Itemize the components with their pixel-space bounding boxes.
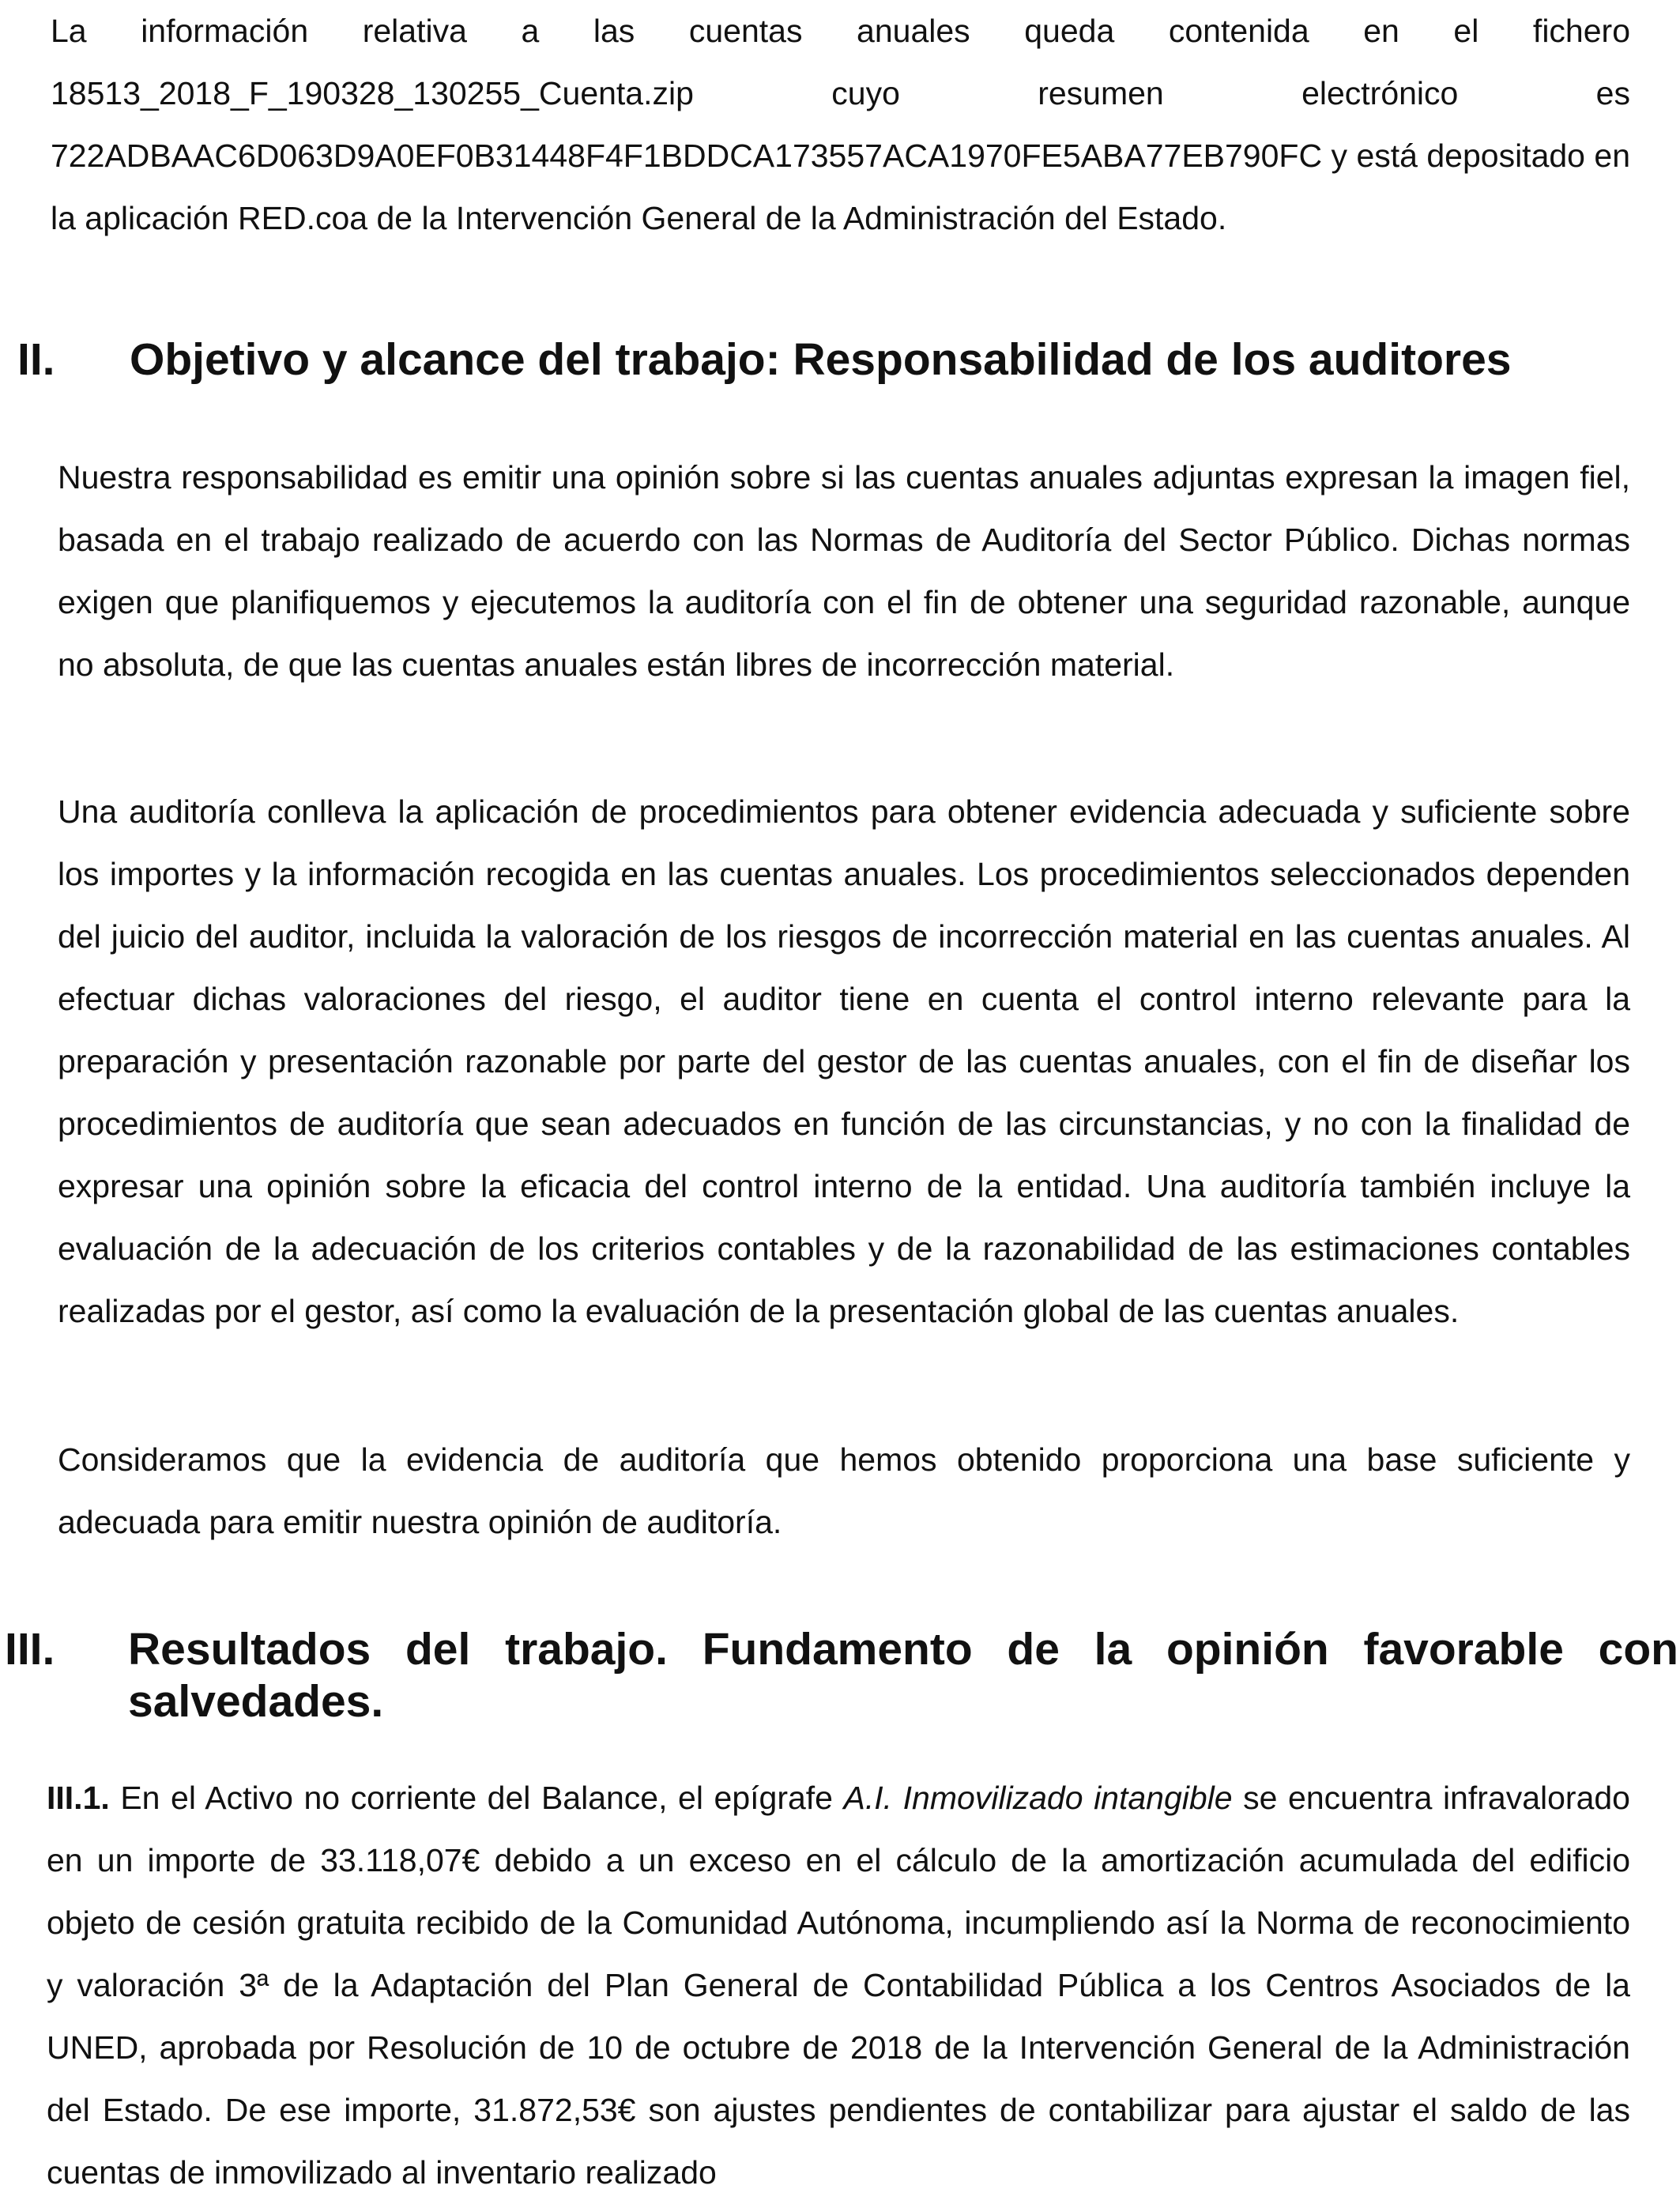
section-3-heading	[5, 1623, 1678, 1727]
intro-text-post: y está depositado en la aplicación RED.coa de la Intervención General de la Administración del Estado.	[51, 138, 1630, 236]
section-3-item-1-italic: A.I. Inmovilizado intangible	[843, 1780, 1233, 1816]
intro-hash: 722ADBAAC6D063D9A0EF0B31448F4F1BDDCA173557ACA1970FE5ABA77EB790FC	[51, 138, 1323, 174]
section-2-paragraph-2: Una auditoría conlleva la aplicación de procedimientos para obtener evidencia adecuada y suficiente sobre los importes y la información recogida en las cuentas anuales. Los procedimientos seleccionados dependen del juicio del auditor, incluida la valoración de los riesgos de incorrección material en las cuentas anuales. Al efectuar dichas valoraciones del riesgo, el auditor tiene en cuenta el control interno relevante para la preparación y presentación razonable por parte del gestor de las cuentas anuales, con el fin de diseñar los procedimientos de auditoría que sean adecuados en función de las circunstancias, y no con la finalidad de expresar una opinión sobre la eficacia del control interno de la entidad. Una auditoría también incluye la evaluación de la adecuación de los criterios contables y de la razonabilidad de las estimaciones contables realizadas por el gestor, así como la evaluación de la presentación global de las cuentas anuales.	[58, 793, 1630, 1329]
section-2-number: II.	[17, 334, 55, 385]
section-3-title: Resultados del trabajo. Fundamento de la opinión favorable con salvedades.	[128, 1624, 1678, 1727]
section-2-heading	[17, 333, 1637, 386]
section-3-item-1-label: III.1.	[47, 1780, 110, 1816]
section-3-item-1	[47, 1767, 1630, 2204]
section-3-item-1-text-post: se encuentra infravalorado en un importe de 33.118,07€ debido a un exceso en el cálculo de la amortización acumulada del edificio objeto de cesión gratuita recibido de la Comunidad Autónoma, incumpliendo así la Norma de reconocimiento y valoración 3ª de la Adaptación del Plan General de Contabilidad Pública a los Centros Asociados de la UNED, aprobada por Resolución de 10 de octubre de 2018 de la Intervención General de la Administración del Estado. De ese importe, 31.872,53€ son ajustes pendientes de contabilizar para ajustar el saldo de las cuentas de inmovilizado al inventario realizado	[47, 1780, 1630, 2191]
section-2-paragraph-3: Consideramos que la evidencia de auditoría que hemos obtenido proporciona una base suficiente y adecuada para emitir nuestra opinión de auditoría.	[58, 1441, 1630, 1540]
section-2-title: Objetivo y alcance del trabajo: Responsabilidad de los auditores	[130, 334, 1512, 385]
section-3-number: III.	[5, 1624, 55, 1675]
intro-paragraph	[51, 0, 1630, 250]
intro-text-pre: La información relativa a las cuentas anuales queda contenida en el fichero	[51, 13, 1630, 49]
intro-file-name: 18513_2018_F_190328_130255_Cuenta.zip	[51, 75, 694, 111]
intro-text-mid: cuyo resumen electrónico es	[831, 75, 1630, 111]
section-3-item-1-text-pre: En el Activo no corriente del Balance, el epígrafe	[120, 1780, 833, 1816]
section-2-paragraph-1: Nuestra responsabilidad es emitir una opinión sobre si las cuentas anuales adjuntas expresan la imagen fiel, basada en el trabajo realizado de acuerdo con las Normas de Auditoría del Sector Público. Dichas normas exigen que planifiquemos y ejecutemos la auditoría con el fin de obtener una seguridad razonable, aunque no absoluta, de que las cuentas anuales están libres de incorrección material.	[58, 459, 1630, 683]
